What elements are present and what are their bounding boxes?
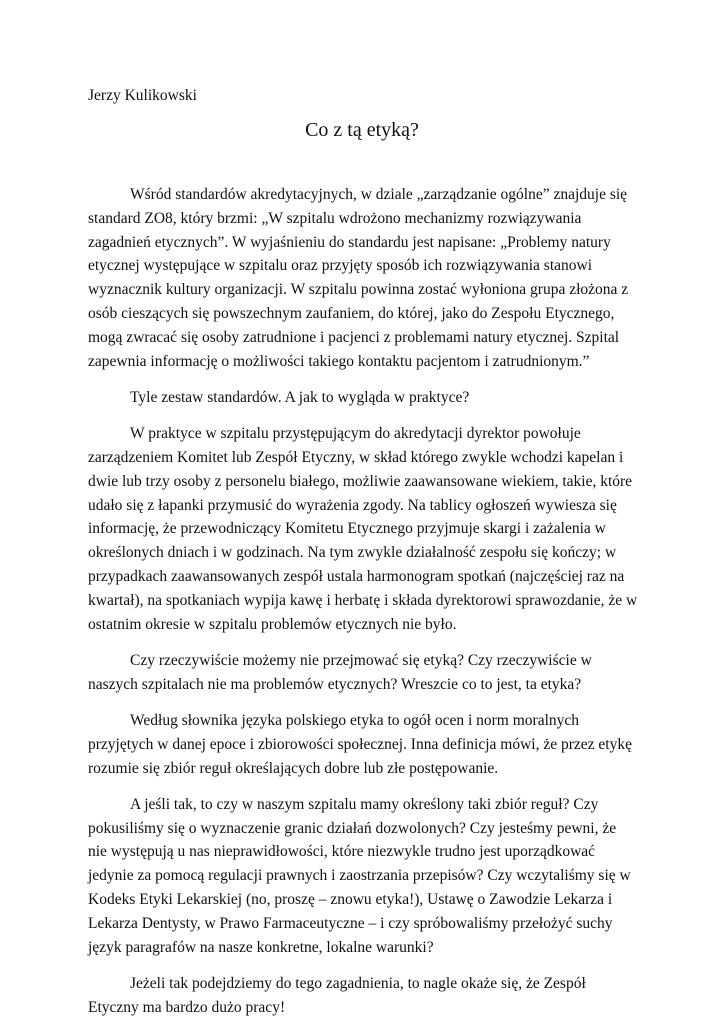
- document-title: Co z tą etyką?: [305, 119, 419, 141]
- author-name: Jerzy Kulikowski: [88, 87, 197, 104]
- paragraph-7: Jeżeli tak podejdziemy do tego zagadnienia, to nagle okaże się, że Zespół Etyczny ma bardzo dużo pracy!: [88, 974, 586, 1016]
- paragraph-6: A jeśli tak, to czy w naszym szpitalu mamy określony taki zbiór reguł? Czy pokusiliśmy się o wyznaczenie granic działań dozwolonych? Czy jesteśmy pewni, że nie występują u nas nieprawidłowości, które niezwykle trudno jest uporządkować jedynie za pomocą regulacji prawnych i zaostrzania przepisów? Czy wczytaliśmy się w Kodeks Etyki Lekarskiej (no, proszę – znowu etyka!), Ustawę o Zawodzie Lekarza i Lekarza Dentysty, w Prawo Farmaceutyczne – i czy spróbowaliśmy przełożyć suchy język paragrafów na nasze konkretne, lokalne warunki?: [88, 795, 631, 956]
- paragraph-5: Według słownika języka polskiego etyka to ogół ocen i norm moralnych przyjętych w danej epoce i zbiorowości społecznej. Inna definicja mówi, że przez etykę rozumie się zbiór reguł określających dobre lub złe postępowanie.: [88, 711, 632, 777]
- paragraph-1: Wśród standardów akredytacyjnych, w dziale „zarządzanie ogólne” znajduje się standard ZO8, który brzmi: „W szpitalu wdrożono mechanizmy rozwiązywania zagadnień etycznych”. W wyjaśnieniu do standardu jest napisane: „Problemy natury etycznej występujące w szpitalu oraz przyjęty sposób ich rozwiązywania stanowi wyznacznik kultury organizacji. W szpitalu powinna zostać wyłoniona grupa złożona z osób cieszących się powszechnym zaufaniem, do której, jako do Zespołu Etycznego, mogą zwracać się osoby zatrudnione i pacjenci z problemami natury etycznej. Szpital zapewnia informację o możliwości takiego kontaktu pacjentom i zatrudnionym.”: [88, 186, 629, 370]
- document-body: [88, 183, 638, 1032]
- paragraph-3: W praktyce w szpitalu przystępującym do akredytacji dyrektor powołuje zarządzeniem Komitet lub Zespół Etyczny, w skład którego zwykle wchodzi kapelan i dwie lub trzy osoby z personelu białego, możliwie zaawansowane wiekiem, takie, które udało się z łapanki przymusić do wyrażenia zgody. Na tablicy ogłoszeń wywiesza się informację, że przewodniczący Komitetu Etycznego przyjmuje skargi i zażalenia w określonych dniach i w godzinach. Na tym zwykle działalność zespołu się kończy; w przypadkach zaawansowanych zespół ustala harmonogram spotkań (najczęściej raz na kwartał), na spotkaniach wypija kawę i herbatę i składa dyrektorowi sprawozdanie, że w ostatnim okresie w szpitalu problemów etycznych nie było.: [88, 425, 638, 633]
- paragraph-2: Tyle zestaw standardów. A jak to wygląda w praktyce?: [130, 388, 470, 406]
- paragraph-4: Czy rzeczywiście możemy nie przejmować się etyką? Czy rzeczywiście w naszych szpitalach nie ma problemów etycznych? Wreszcie co to jest, ta etyka?: [88, 651, 592, 693]
